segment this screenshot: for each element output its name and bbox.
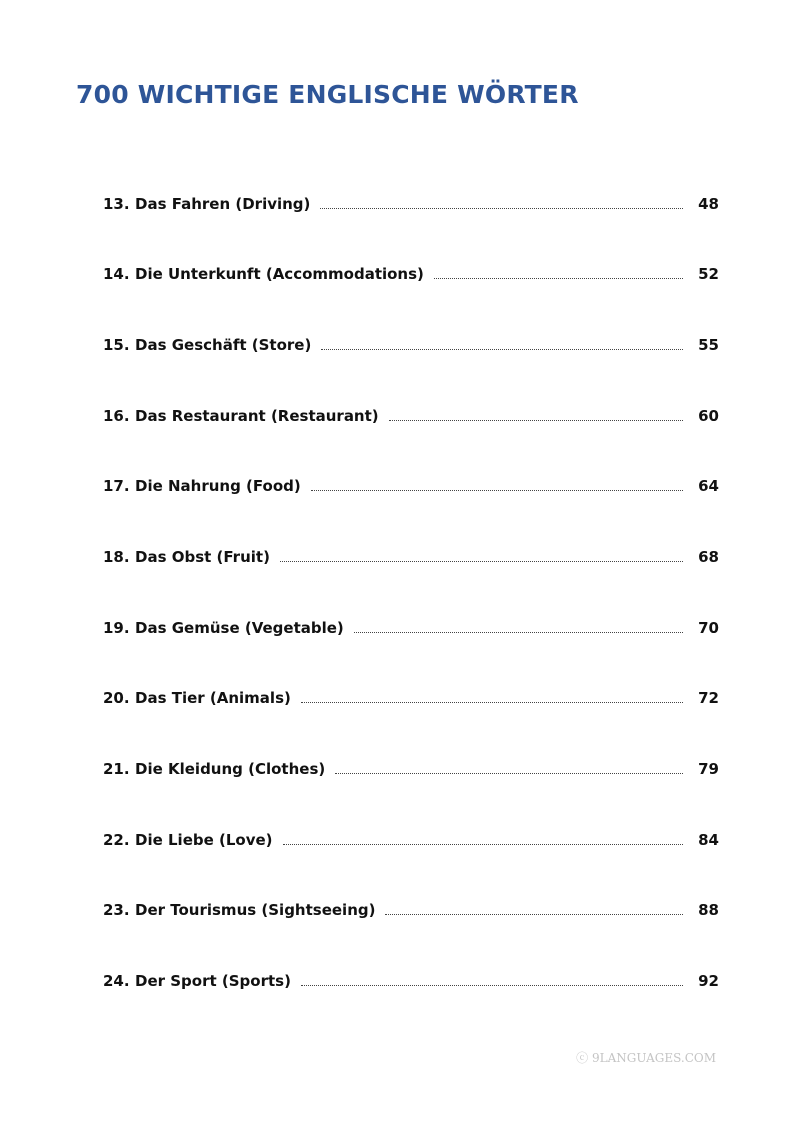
dot-leader (321, 349, 683, 350)
dot-leader (320, 208, 683, 209)
toc-entry-label: Das Obst (Fruit) (135, 548, 270, 566)
toc-entry-number: 21. (103, 760, 130, 778)
toc-entry-label: Die Kleidung (Clothes) (135, 760, 326, 778)
toc-entry-label: Das Restaurant (Restaurant) (135, 407, 379, 425)
dot-leader (301, 985, 683, 986)
toc-entry-page: 92 (698, 972, 719, 990)
toc-entry-page: 52 (698, 265, 719, 283)
toc-entry-number: 15. (103, 336, 130, 354)
toc-entry-20[interactable] (103, 686, 719, 710)
toc-entry-15[interactable] (103, 333, 719, 357)
toc-entry-number: 13. (103, 195, 130, 213)
toc-entry-page: 60 (698, 407, 719, 425)
toc-entry-label: Der Sport (Sports) (135, 972, 291, 990)
toc-entry-13[interactable] (103, 192, 719, 216)
toc-entry-number: 17. (103, 477, 130, 495)
toc-entry-page: 84 (698, 831, 719, 849)
dot-leader (301, 702, 683, 703)
toc-entry-page: 68 (698, 548, 719, 566)
dot-leader (385, 914, 683, 915)
dot-leader (311, 490, 683, 491)
toc-entry-page: 70 (698, 619, 719, 637)
toc-entry-22[interactable] (103, 828, 719, 852)
toc-entry-page: 88 (698, 901, 719, 919)
toc-entry-page: 79 (698, 760, 719, 778)
toc-entry-number: 20. (103, 689, 130, 707)
toc-entry-label: Die Liebe (Love) (135, 831, 273, 849)
toc-entry-page: 64 (698, 477, 719, 495)
toc-entry-label: Das Geschäft (Store) (135, 336, 312, 354)
toc-entry-18[interactable] (103, 545, 719, 569)
toc-entry-14[interactable] (103, 262, 719, 286)
toc-entry-number: 14. (103, 265, 130, 283)
toc-entry-page: 55 (698, 336, 719, 354)
toc-entry-number: 23. (103, 901, 130, 919)
toc-entry-number: 16. (103, 407, 130, 425)
toc-entry-page: 72 (698, 689, 719, 707)
toc-entry-label: Das Fahren (Driving) (135, 195, 311, 213)
toc-entry-number: 19. (103, 619, 130, 637)
toc-entry-16[interactable] (103, 404, 719, 428)
toc-entry-23[interactable] (103, 898, 719, 922)
dot-leader (335, 773, 683, 774)
toc-entry-label: Das Tier (Animals) (135, 689, 291, 707)
toc-entry-number: 24. (103, 972, 130, 990)
dot-leader (283, 844, 683, 845)
dot-leader (434, 278, 683, 279)
dot-leader (280, 561, 683, 562)
toc-entry-number: 22. (103, 831, 130, 849)
toc-entry-24[interactable] (103, 969, 719, 993)
page-title: 700 WICHTIGE ENGLISCHE WÖRTER (76, 80, 579, 109)
toc-entry-label: Der Tourismus (Sightseeing) (135, 901, 376, 919)
toc-entry-number: 18. (103, 548, 130, 566)
dot-leader (354, 632, 683, 633)
toc-entry-page: 48 (698, 195, 719, 213)
toc-entry-17[interactable] (103, 474, 719, 498)
toc-entry-label: Das Gemüse (Vegetable) (135, 619, 344, 637)
toc-entry-label: Die Unterkunft (Accommodations) (135, 265, 424, 283)
copyright-footer: ⓒ 9LANGUAGES.COM (576, 1051, 716, 1065)
toc-entry-21[interactable] (103, 757, 719, 781)
toc-entry-19[interactable] (103, 616, 719, 640)
toc-entry-label: Die Nahrung (Food) (135, 477, 301, 495)
dot-leader (389, 420, 683, 421)
